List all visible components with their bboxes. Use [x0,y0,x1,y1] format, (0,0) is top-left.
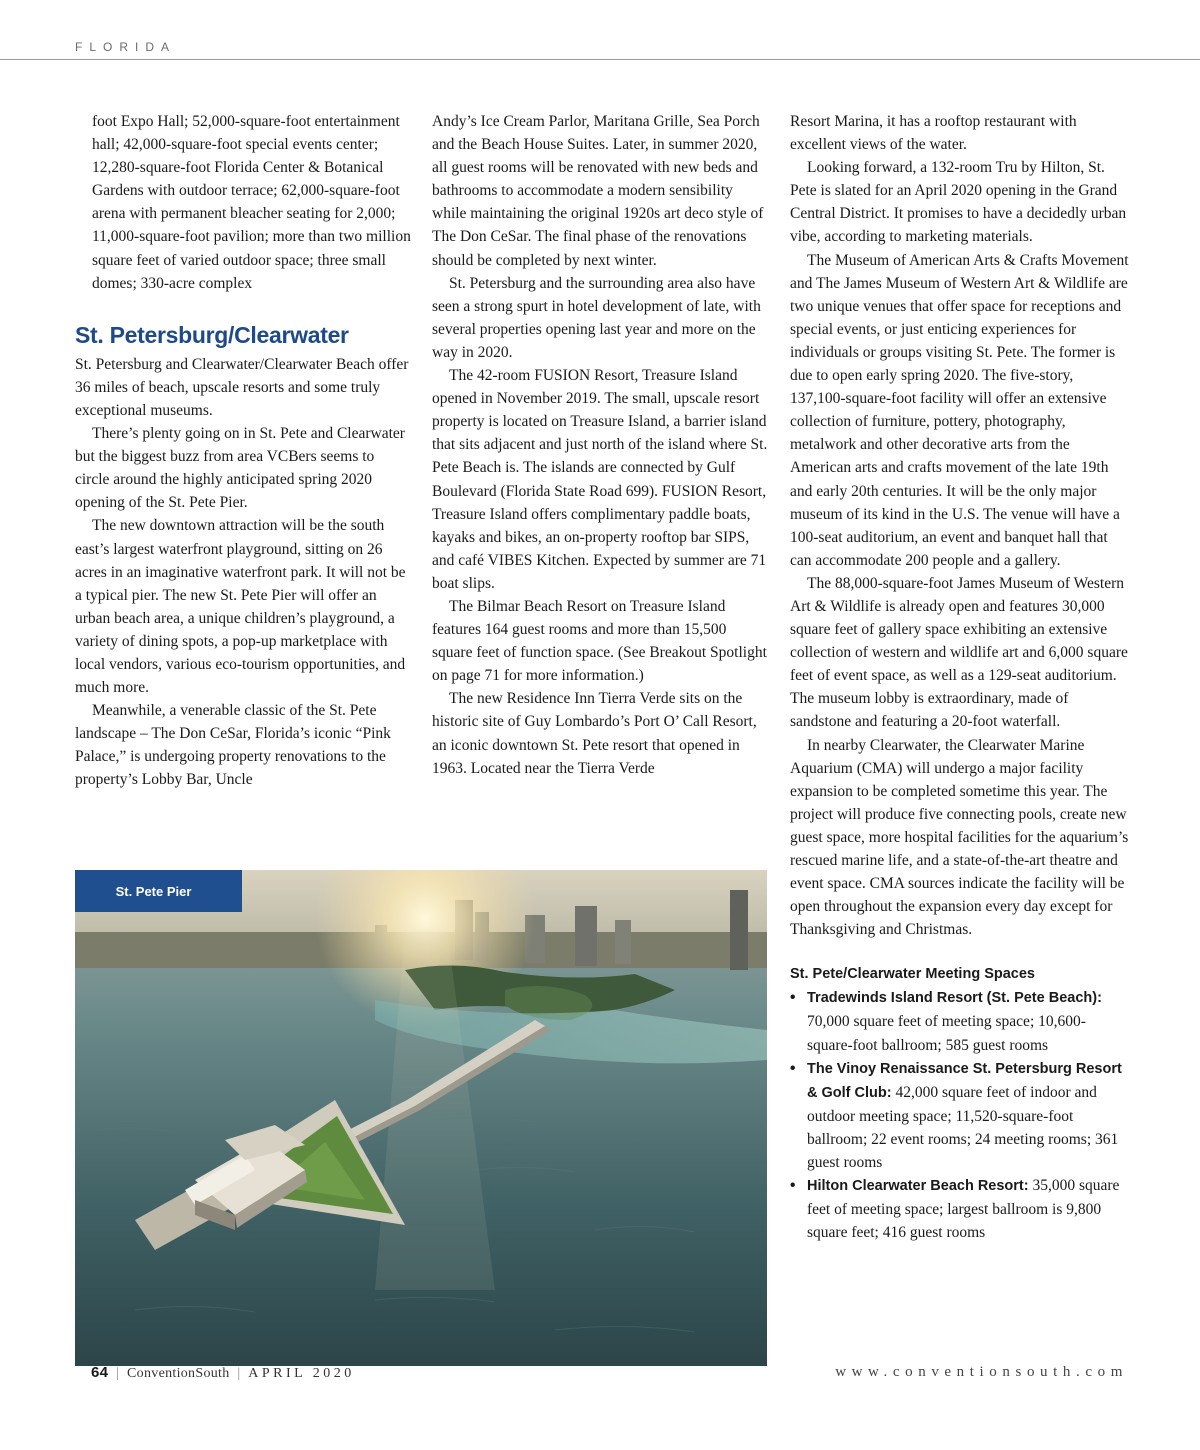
paragraph: The new downtown attraction will be the south east’s largest waterfront playground, sitting on 26 acres in an imaginative waterfront park. It will not be a typical pier. The new St. Pete Pier will offer an urban beach area, a unique children’s playground, a variety of dining spots, a pop-up marketplace with local vendors, various eco-tourism opportunities, and much more. [75,517,406,697]
photo-caption: St. Pete Pier [75,870,242,912]
venue-name: Tradewinds Island Resort (St. Pete Beach): [807,990,1102,1007]
column-1 [75,110,411,792]
meeting-space-item [790,986,1130,1056]
footer-separator: | [116,1366,120,1381]
meeting-spaces-title: St. Pete/Clearwater Meeting Spaces [790,966,1035,983]
paragraph: St. Petersburg and the surrounding area also have seen a strong spurt in hotel development of late, with several properties opening last year and more on the way in 2020. [432,274,761,361]
paragraph: In nearby Clearwater, the Clearwater Marine Aquarium (CMA) will undergo a major facility expansion to be completed sometime this year. The project will produce five connecting pools, create new guest space, more hospital facilities for the aquarium’s rescued marine life, and a state-of-the-art theatre and event space. CMA sources indicate the facility will be open throughout the expansion every day except for Thanksgiving and Christmas. [790,736,1129,939]
paragraph: The 88,000-square-foot James Museum of Western Art & Wildlife is already open and features 30,000 square feet of gallery space exhibiting an extensive collection of western and wildlife art and 6,000 square feet of event space, as well as a 129-seat auditorium. The museum lobby is extraordinary, made of sandstone and featuring a 20-foot waterfall. [790,574,1128,731]
paragraph: Andy’s Ice Cream Parlor, Maritana Grille, Sea Porch and the Beach House Suites. Later, in summer 2020, all guest rooms will be renovated with new beds and bathrooms to accommodate a modern sensibility while maintaining the original 1920s art deco style of The Don CeSar. The final phase of the renovations should be completed by next winter. [432,113,764,269]
column-2 [432,110,770,780]
column-3 [790,110,1130,1244]
venue-name: Hilton Clearwater Beach Resort: [807,1178,1029,1195]
venue-detail: 42,000 square feet of indoor and outdoor meeting space; 11,520-square-foot ballroom; 22 event rooms; 24 meeting rooms; 361 guest rooms [807,1083,1119,1172]
publication-name: ConventionSouth [127,1366,230,1381]
paragraph: Meanwhile, a venerable classic of the St. Pete landscape – The Don CeSar, Florida’s iconic “Pink Palace,” is undergoing property renovations to the property’s Lobby Bar, Uncle [75,702,391,789]
paragraph: Looking forward, a 132-room Tru by Hilton, St. Pete is slated for an April 2020 opening in the Grand Central District. It promises to have a decidedly urban vibe, according to marketing materials. [790,159,1127,246]
pier-photo [75,870,767,1366]
venue-detail: 70,000 square feet of meeting space; 10,600-square-foot ballroom; 585 guest rooms [807,1013,1086,1054]
meeting-space-item [790,1174,1130,1244]
paragraph: The 42-room FUSION Resort, Treasure Island opened in November 2019. The small, upscale resort property is located on Treasure Island, a barrier island that sits adjacent and just north of the island where St. Pete Beach is. The islands are connected by Gulf Boulevard (Florida State Road 699). FUSION Resort, Treasure Island offers complimentary paddle boats, kayaks and bikes, an on-property rooftop bar SIPS, and café VIBES Kitchen. Expected by summer are 71 boat slips. [432,367,768,592]
venue-detail: 35,000 square feet of meeting space; largest ballroom is 9,800 square feet; 416 guest rooms [807,1177,1120,1242]
meeting-space-item [790,1057,1130,1174]
website-url: www.conventionsouth.com [835,1364,1128,1380]
paragraph: The Museum of American Arts & Crafts Movement and The James Museum of Western Art & Wildlife are two unique venues that offer space for receptions and special events, or just enticing experiences for individuals or groups visiting St. Pete. The former is due to open early spring 2020. The five-story, 137,100-square-foot facility will offer an extensive collection of furniture, pottery, photography, metalwork and other decorative arts from the American arts and crafts movement of the late 19th and early 20th centuries. It will be the only major museum of its kind in the U.S. The venue will have a 100-seat auditorium, an event and banquet hall that can accommodate 200 people and a gallery. [790,251,1129,569]
header-rule [0,59,1200,60]
footer-separator: | [237,1366,241,1381]
paragraph: The new Residence Inn Tierra Verde sits on the historic site of Guy Lombardo’s Port O’ Call Resort, an iconic downtown St. Pete resort that opened in 1963. Located near the Tierra Verde [432,690,757,777]
pier-aerial-illustration [75,870,767,1366]
paragraph: There’s plenty going on in St. Pete and Clearwater but the biggest buzz from area VCBers seems to circle around the highly anticipated spring 2020 opening of the St. Pete Pier. [75,425,405,512]
page-number: 64 [91,1364,109,1381]
paragraph: St. Petersburg and Clearwater/Clearwater Beach offer 36 miles of beach, upscale resorts and some truly exceptional museums. [75,355,409,419]
paragraph: The Bilmar Beach Resort on Treasure Island features 164 guest rooms and more than 15,500 square feet of function space. (See Breakout Spotlight on page 71 for more information.) [432,597,767,685]
section-label: FLORIDA [75,40,177,54]
footer-left [91,1364,355,1382]
section-heading: St. Petersburg/Clearwater [75,321,349,348]
paragraph: Resort Marina, it has a rooftop restaurant with excellent views of the water. [790,113,1077,154]
issue-date: APRIL 2020 [248,1366,355,1381]
meeting-spaces-list [790,986,1130,1244]
intro-paragraph: foot Expo Hall; 52,000-square-foot entertainment hall; 42,000-square-foot special events center; 12,280-square-foot Florida Center & Botanical Gardens with outdoor terrace; 62,000-square-foot arena with permanent bleacher seating for 2,000; 11,000-square-foot pavilion; more than two million square feet of varied outdoor space; three small domes; 330-acre complex [92,113,411,292]
venue-name: The Vinoy Renaissance St. Petersburg Resort & Golf Club: [807,1060,1122,1101]
